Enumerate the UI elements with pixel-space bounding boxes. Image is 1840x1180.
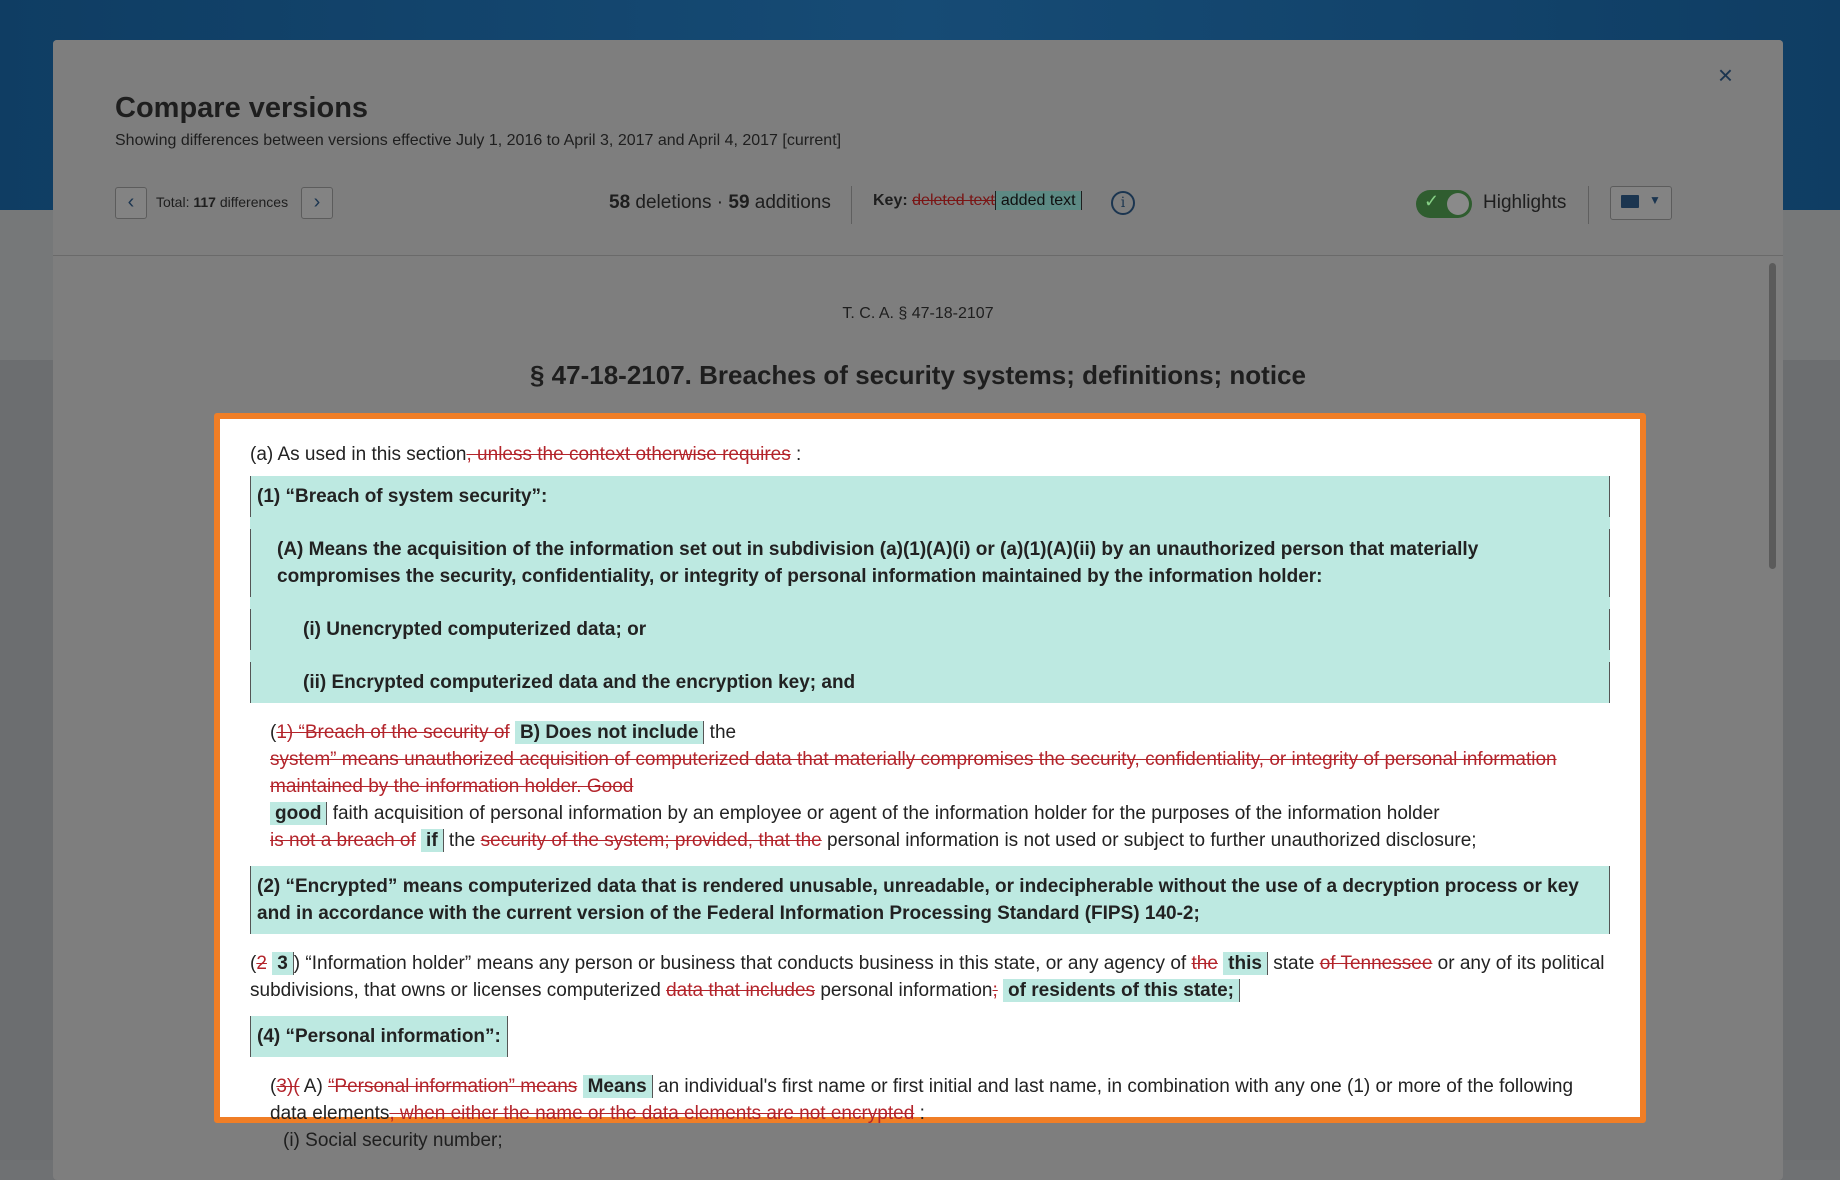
total-suffix: differences xyxy=(219,194,289,210)
diff-paragraph-a xyxy=(250,441,1610,468)
diff-paragraph-4 xyxy=(250,1073,1610,1127)
deleted-text: 1) “Breach of the security of xyxy=(276,722,510,743)
added-line: (ii) Encrypted computerized data and the encryption key; and xyxy=(250,662,1610,703)
key-label: Key: xyxy=(873,192,908,209)
added-text: good xyxy=(270,802,327,825)
chevron-left-icon: ‹ xyxy=(127,191,135,213)
toolbar-divider xyxy=(1588,186,1589,224)
plain-text: A) xyxy=(299,1076,329,1097)
added-line: (2) “Encrypted” means computerized data that is rendered unusable, unreadable, or indecipherable without the use of a decryption process or key and in accordance with the current version of the Federal Information Processing Standard (FIPS) 140-2; xyxy=(250,866,1610,934)
info-icon[interactable]: i xyxy=(1111,191,1135,215)
plain-text: faith acquisition of personal information by an employee or agent of the information holder for the purposes of the information holder xyxy=(327,803,1440,824)
email-button[interactable] xyxy=(1610,186,1672,220)
plain-text: ( xyxy=(250,953,257,974)
plain-text: personal information xyxy=(815,980,993,1001)
added-text: 3 xyxy=(272,952,294,975)
added-text: if xyxy=(421,829,444,852)
added-text: Means xyxy=(583,1075,653,1098)
plain-text: or any of its political subdivisions, that owns or licenses computerized xyxy=(250,953,1605,1001)
deleted-text: security of the system; provided, that the xyxy=(480,830,822,851)
document-title: § 47-18-2107. Breaches of security systems; definitions; notice xyxy=(530,360,1306,390)
close-icon[interactable]: × xyxy=(1717,60,1733,90)
envelope-icon xyxy=(1621,195,1639,208)
document-reference: T. C. A. § 47-18-2107 xyxy=(842,305,994,322)
modal-header xyxy=(53,40,1783,256)
added-text: this xyxy=(1223,952,1268,975)
scrollbar-thumb[interactable] xyxy=(1769,263,1776,569)
added-line: (1) “Breach of system security”: xyxy=(250,476,1610,517)
toolbar-divider xyxy=(851,186,852,224)
added-text: of residents of this state; xyxy=(1003,979,1240,1002)
checkmark-icon: ✓ xyxy=(1424,191,1440,211)
change-counts xyxy=(609,192,831,214)
deleted-text: the xyxy=(1191,953,1218,974)
added-line: (A) Means the acquisition of the information set out in subdivision (a)(1)(A)(i) or (a)(1)(A)(ii) by an unauthorized person that materially compromises the security, confidentiality, or integrity of personal information maintained by the information holder: xyxy=(250,529,1610,597)
highlights-toggle[interactable] xyxy=(1416,190,1472,218)
plain-text: ) “Information holder” means any person or business that conducts business in this state, or any agency of xyxy=(293,953,1192,974)
added-line: (4) “Personal information”: xyxy=(250,1016,508,1057)
deleted-text: “Personal information” means xyxy=(328,1076,578,1097)
plain-text: : xyxy=(914,1103,925,1124)
highlights-label: Highlights xyxy=(1483,192,1567,213)
chevron-right-icon: › xyxy=(313,191,321,213)
previous-difference-button[interactable] xyxy=(115,187,147,219)
added-block xyxy=(250,476,1610,703)
list-item: (i) Social security number; xyxy=(283,1130,503,1151)
deleted-text: 3)( xyxy=(276,1076,300,1097)
additions-label: additions xyxy=(754,192,831,213)
added-text: B) Does not include xyxy=(515,721,704,744)
additions-count: 59 xyxy=(728,192,750,213)
deleted-text: system” means unauthorized acquisition of computerized data that materially compromises the security, confidentiality, or integrity of personal information maintained by the information holder. Good xyxy=(270,749,1557,797)
diff-paragraph-3 xyxy=(250,950,1610,1004)
legend-key xyxy=(873,192,1082,210)
total-count: 117 xyxy=(193,194,216,210)
diff-content xyxy=(250,441,1610,1139)
deleted-text: 2 xyxy=(256,953,267,974)
plain-text: an individual's first name or first initial and last name, in combination with any one (1) or more of the following data elements xyxy=(270,1076,1574,1124)
diff-paragraph-b xyxy=(250,719,1610,854)
plain-text: the xyxy=(704,722,737,743)
toggle-knob xyxy=(1447,193,1469,215)
deleted-text: is not a breach of xyxy=(270,830,416,851)
key-added-sample: added text xyxy=(995,191,1082,210)
next-difference-button[interactable] xyxy=(301,187,333,219)
plain-text: state xyxy=(1267,953,1320,974)
deleted-text: of Tennessee xyxy=(1319,953,1433,974)
deleted-text: ; xyxy=(992,980,998,1001)
total-differences xyxy=(156,194,288,210)
key-deleted-sample: deleted text xyxy=(912,192,995,209)
total-label: Total: xyxy=(156,194,190,210)
added-block xyxy=(250,866,1610,934)
plain-text: ( xyxy=(270,722,277,743)
deleted-text: data that includes xyxy=(666,980,816,1001)
modal-subtitle: Showing differences between versions effective July 1, 2016 to April 3, 2017 and April 4, 2017 [current] xyxy=(115,132,842,149)
deleted-text: , when either the name or the data elements are not encrypted xyxy=(389,1103,915,1124)
added-line: (i) Unencrypted computerized data; or xyxy=(250,609,1610,650)
modal-title: Compare versions xyxy=(115,92,369,124)
plain-text: ( xyxy=(270,1076,277,1097)
plain-text: (a) As used in this section xyxy=(250,444,467,465)
plain-text: : xyxy=(790,444,802,465)
plain-text: personal information is not used or subject to further unauthorized disclosure; xyxy=(821,830,1477,851)
deleted-text: , unless the context otherwise requires xyxy=(466,444,791,465)
plain-text: the xyxy=(443,830,481,851)
diff-highlight-panel xyxy=(214,413,1646,1123)
deletions-count: 58 xyxy=(609,192,631,213)
deletions-label: deletions · xyxy=(635,192,724,213)
chevron-down-icon: ▼ xyxy=(1649,193,1661,207)
